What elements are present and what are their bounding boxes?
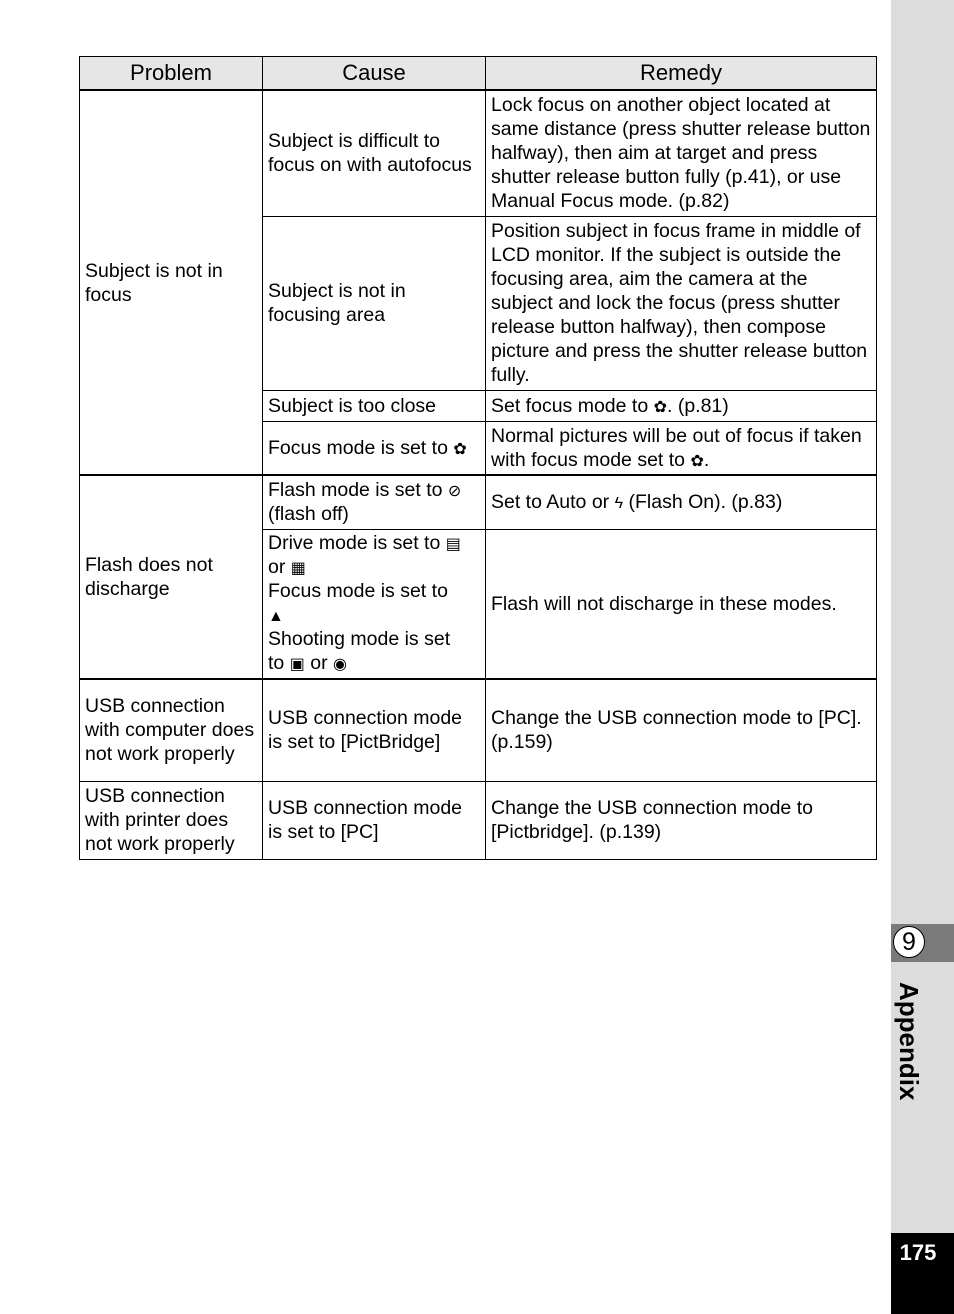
multi-shot-icon: ▦ bbox=[290, 559, 306, 577]
cause-text: Flash mode is set to bbox=[268, 479, 443, 502]
remedy-cell: Flash will not discharge in these modes. bbox=[486, 529, 877, 679]
remedy-cell bbox=[486, 421, 877, 475]
remedy-text: Set to Auto or bbox=[491, 491, 610, 514]
problem-usb-computer: USB connection with computer does not work properly bbox=[80, 679, 263, 781]
cause-text: Drive mode is set to bbox=[268, 531, 441, 554]
cause-text: Focus mode is set to bbox=[268, 436, 448, 459]
cause-cell: Subject is too close bbox=[263, 390, 486, 421]
cause-line bbox=[268, 555, 480, 579]
remedy-cell: Change the USB connection mode to [PC]. (p.159) bbox=[486, 679, 877, 781]
cause-line bbox=[268, 531, 480, 555]
cause-text: Focus mode is set to bbox=[268, 579, 448, 602]
remedy-text: . (p.81) bbox=[667, 394, 729, 417]
page-number: 175 bbox=[899, 1240, 937, 1265]
movie-camera-icon: ▣ bbox=[289, 655, 305, 673]
header-cause: Cause bbox=[263, 57, 486, 91]
mountain-icon: ▲ bbox=[268, 607, 284, 625]
cause-cell bbox=[263, 529, 486, 679]
troubleshooting-table bbox=[79, 56, 877, 860]
remedy-cell bbox=[486, 475, 877, 529]
problem-flash: Flash does not discharge bbox=[80, 475, 263, 679]
table-row bbox=[80, 781, 877, 859]
header-remedy: Remedy bbox=[486, 57, 877, 91]
cause-text: or bbox=[268, 555, 286, 578]
table-row bbox=[80, 90, 877, 216]
remedy-text: Set focus mode to bbox=[491, 394, 649, 417]
remedy-cell: Position subject in focus frame in middle of LCD monitor. If the subject is outside the focusing area, aim the camera at the subject and lock the focus (press shutter release button halfway), then compose picture and press the shutter release button fully. bbox=[486, 216, 877, 390]
flower-macro-icon: ✿ bbox=[453, 440, 467, 458]
flower-macro-icon: ✿ bbox=[653, 398, 667, 416]
problem-usb-printer: USB connection with printer does not work properly bbox=[80, 781, 263, 859]
cause-cell bbox=[263, 475, 486, 529]
remedy-text: Normal pictures will be out of focus if taken with focus mode set to bbox=[491, 424, 862, 471]
remedy-cell: Change the USB connection mode to [Pictbridge]. (p.139) bbox=[486, 781, 877, 859]
cause-line bbox=[268, 603, 480, 627]
remedy-text: (Flash On). (p.83) bbox=[628, 491, 783, 514]
cause-cell: USB connection mode is set to [PC] bbox=[263, 781, 486, 859]
stitch-icon: ◉ bbox=[333, 655, 347, 673]
problem-not-in-focus: Subject is not in focus bbox=[80, 90, 263, 475]
remedy-cell bbox=[486, 390, 877, 421]
remedy-cell: Lock focus on another object located at same distance (press shutter release button halfway), then aim at target and press shutter release button fully (p.41), or use Manual Focus mode. (p.82) bbox=[486, 90, 877, 216]
cause-line bbox=[268, 651, 480, 675]
cause-text: to bbox=[268, 651, 285, 674]
cause-text: Shooting mode is set bbox=[268, 627, 451, 650]
cause-text: (flash off) bbox=[268, 503, 349, 526]
table-row bbox=[80, 475, 877, 529]
cause-cell bbox=[263, 421, 486, 475]
table-header-row bbox=[80, 57, 877, 91]
chapter-side-band bbox=[891, 0, 954, 1314]
cause-cell: USB connection mode is set to [PictBridge] bbox=[263, 679, 486, 781]
cause-text: or bbox=[310, 651, 328, 674]
chapter-number: 9 bbox=[893, 926, 925, 958]
cause-cell: Subject is difficult to focus on with autofocus bbox=[263, 90, 486, 216]
lightning-icon: ϟ bbox=[614, 495, 624, 513]
table-row bbox=[80, 679, 877, 781]
continuous-shooting-icon: ▤ bbox=[445, 535, 461, 553]
flash-off-icon: ⊘ bbox=[447, 483, 462, 501]
remedy-text: . bbox=[703, 448, 710, 471]
cause-cell: Subject is not in focusing area bbox=[263, 216, 486, 390]
chapter-title: Appendix bbox=[894, 982, 924, 1101]
header-problem: Problem bbox=[80, 57, 263, 91]
flower-macro-icon: ✿ bbox=[690, 452, 704, 470]
